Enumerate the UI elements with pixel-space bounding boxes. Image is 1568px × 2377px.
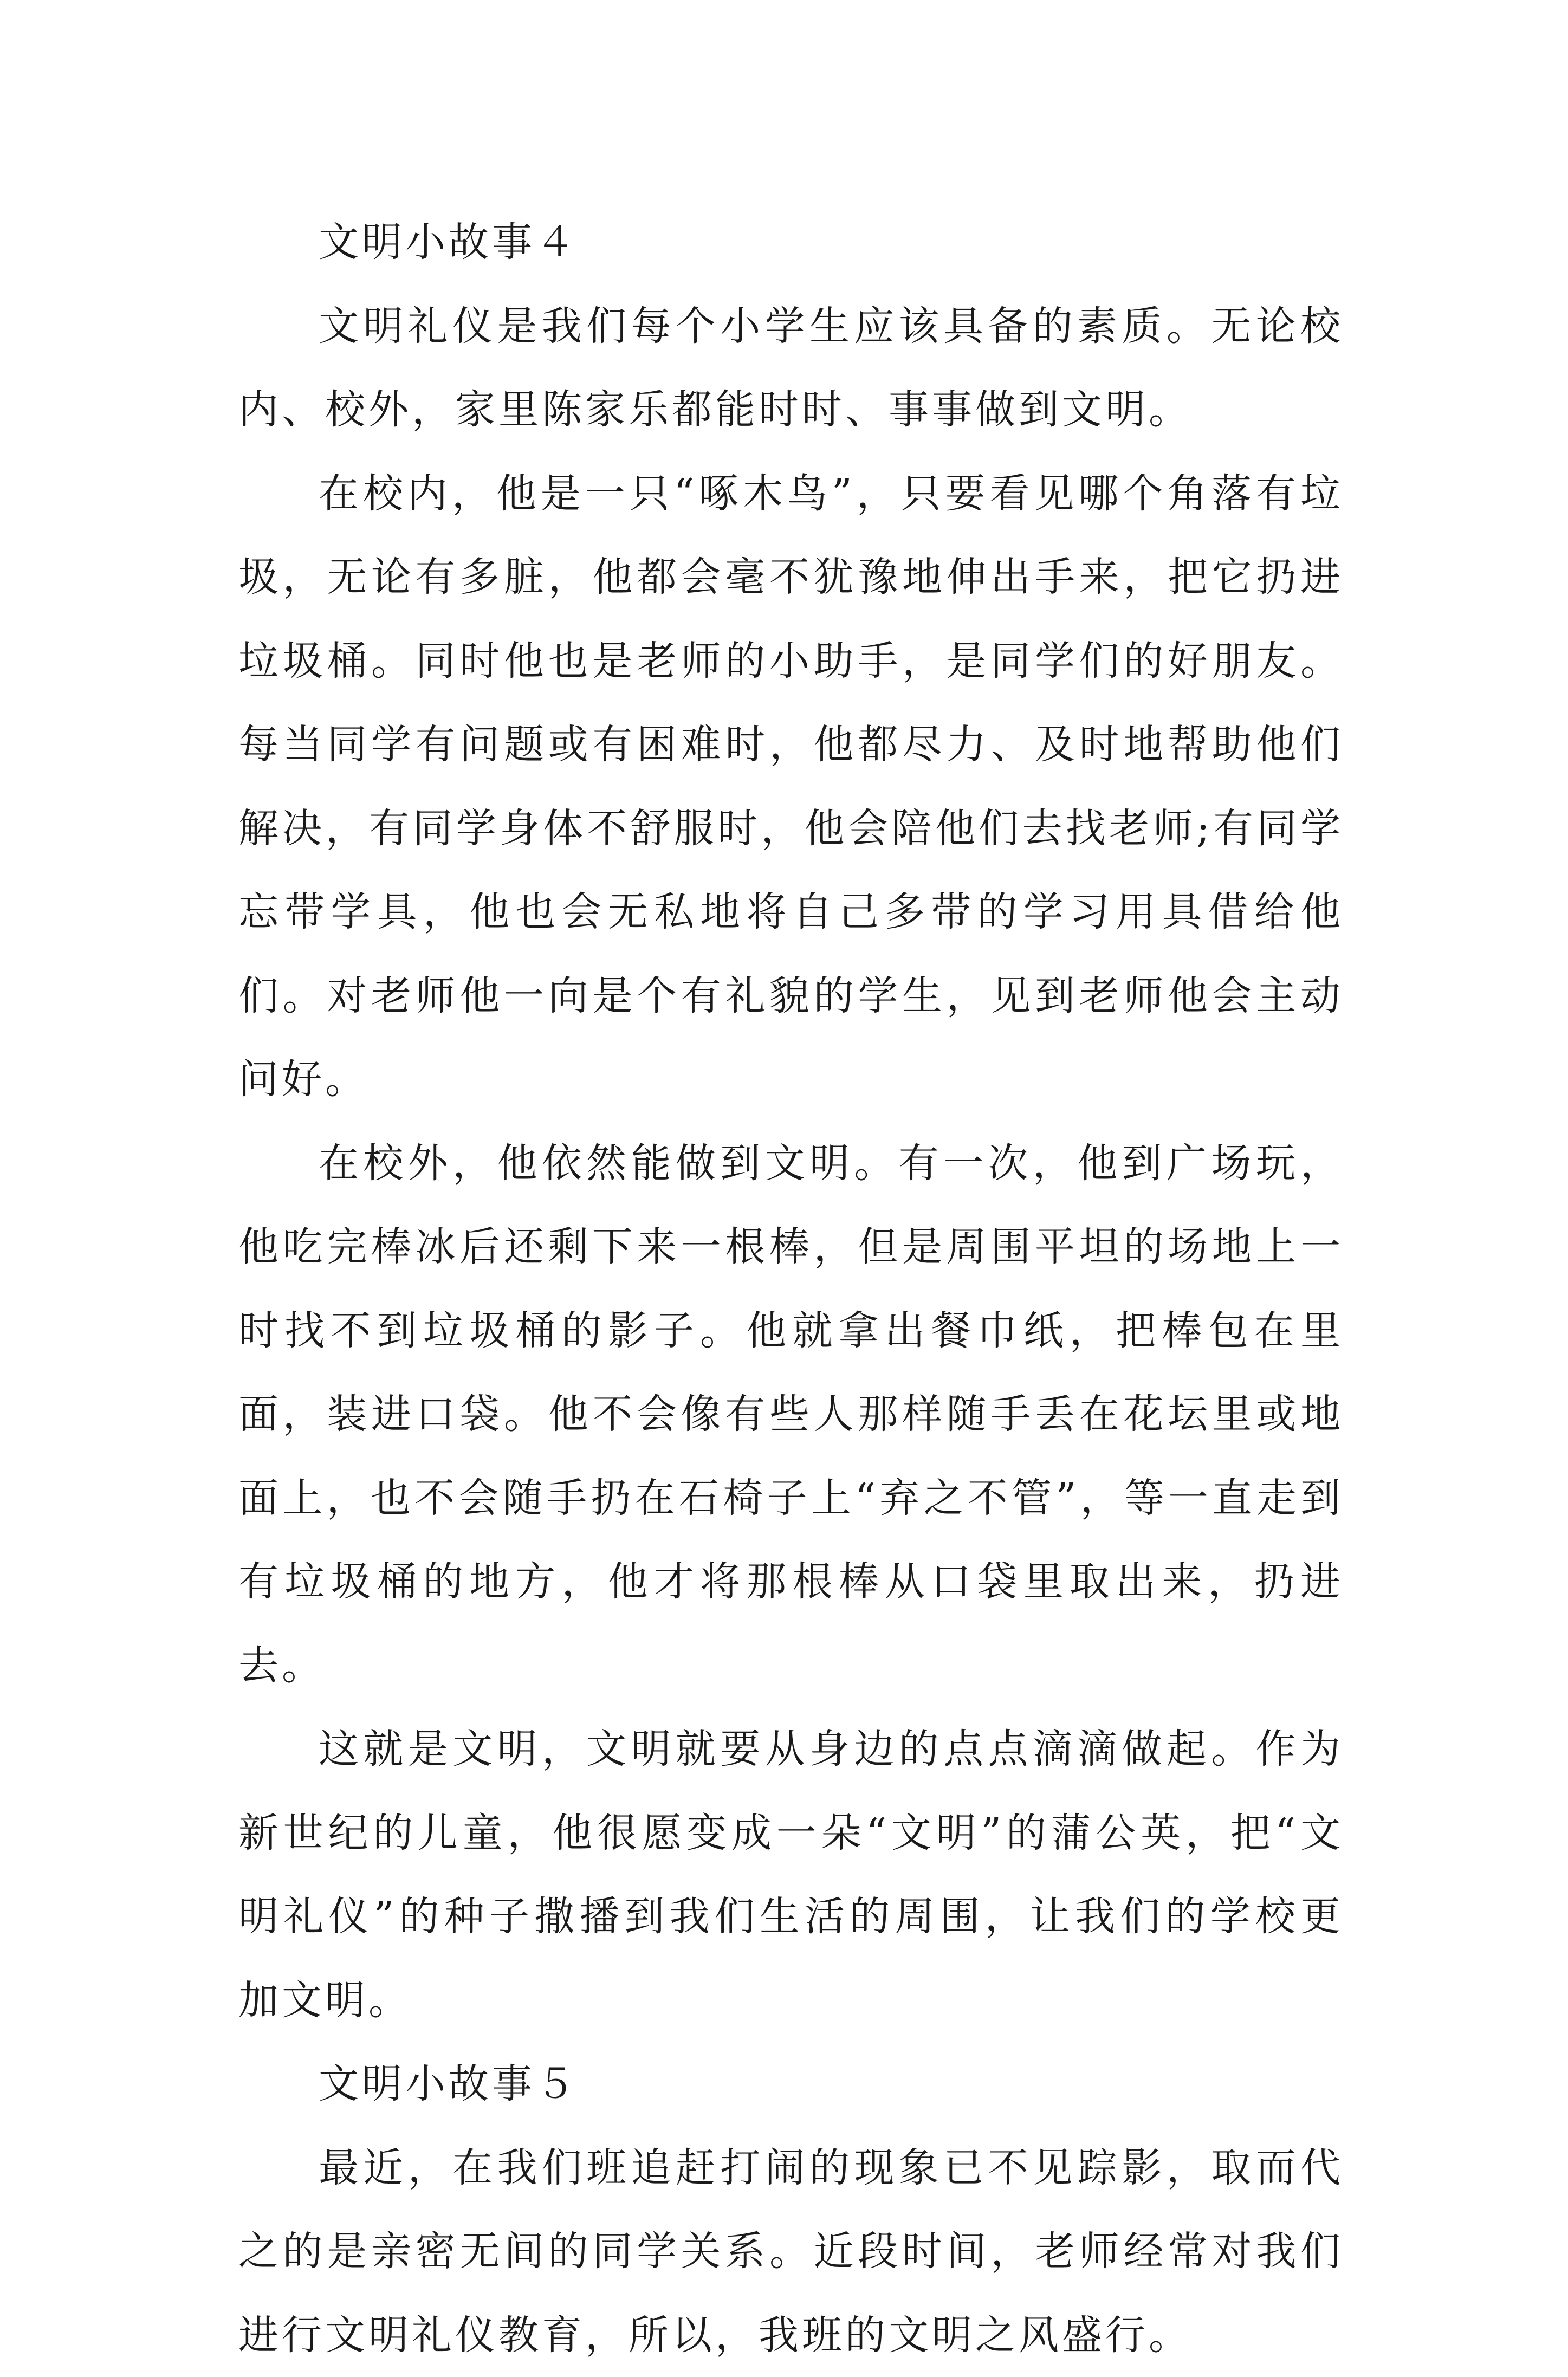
story-4-paragraph-4: 这就是文明，文明就要从身边的点点滴滴做起。作为新世纪的儿童，他很愿变成一朵“文明”的蒲公英，把“文明礼仪”的种子撒播到我们生活的周围，让我们的学校更加文明。: [238, 1707, 1344, 2042]
story-4-paragraph-3: 在校外，他依然能做到文明。有一次，他到广场玩，他吃完棒冰后还剩下来一根棒，但是周围平坦的场地上一时找不到垃圾桶的影子。他就拿出餐巾纸，把棒包在里面，装进口袋。他不会像有些人那样随手丢在花坛里或地面上，也不会随手扔在石椅子上“弃之不管”，等一直走到有垃圾桶的地方，他才将那根棒从口袋里取出来，扔进去。: [238, 1122, 1344, 1708]
story-4-paragraph-2: 在校内，他是一只“啄木鸟”，只要看见哪个角落有垃圾，无论有多脏，他都会毫不犹豫地伸出手来，把它扔进垃圾桶。同时他也是老师的小助手，是同学们的好朋友。每当同学有问题或有困难时，他都尽力、及时地帮助他们解决，有同学身体不舒服时，他会陪他们去找老师;有同学忘带学具，他也会无私地将自己多带的学习用具借给他们。对老师他一向是个有礼貌的学生，见到老师他会主动问好。: [238, 452, 1344, 1122]
document-body: [238, 200, 1344, 2377]
story-4-title: 文明小故事４: [238, 200, 1344, 284]
story-5-paragraph-1: 最近，在我们班追赶打闹的现象已不见踪影，取而代之的是亲密无间的同学关系。近段时间，老师经常对我们进行文明礼仪教育，所以，我班的文明之风盛行。: [238, 2126, 1344, 2377]
story-5-title: 文明小故事５: [238, 2042, 1344, 2126]
story-4-paragraph-1: 文明礼仪是我们每个小学生应该具备的素质。无论校内、校外，家里陈家乐都能时时、事事做到文明。: [238, 284, 1344, 452]
